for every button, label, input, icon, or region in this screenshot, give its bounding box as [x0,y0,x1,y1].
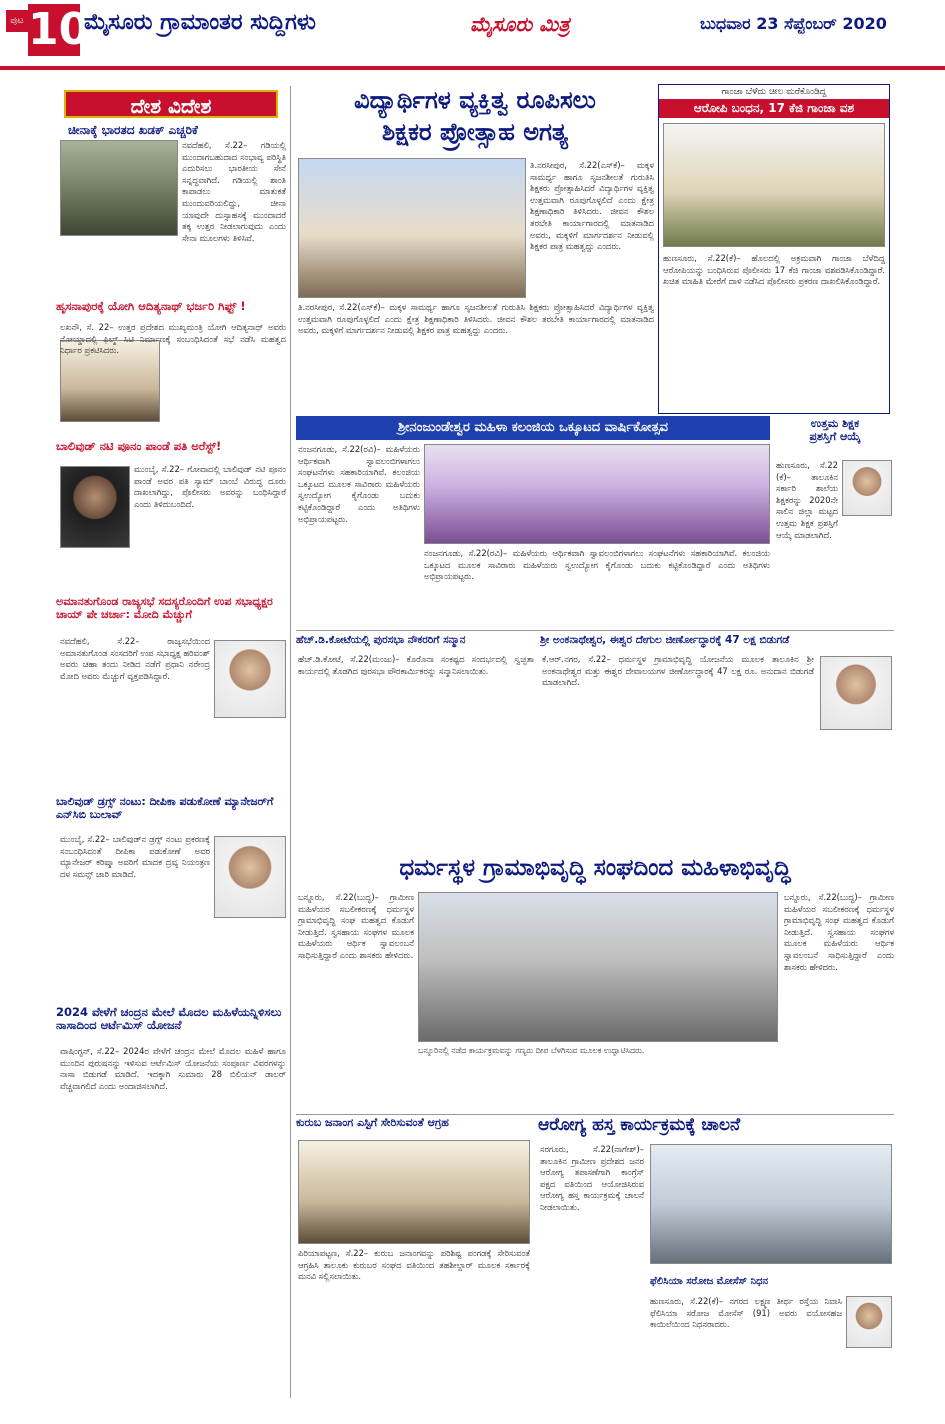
actress-photo [60,466,130,548]
page-number: 10 [28,4,90,55]
dharmasthala-headline: ಧರ್ಮಸ್ಥಳ ಗ್ರಾಮಾಭಿವೃದ್ಧಿ ಸಂಘದಿಂದ ಮಹಿಳಾಭಿವೃದ್ಧಿ [399,855,791,881]
story-body: ವಾಷಿಂಗ್ಟನ್, ಸೆ.22– 2024ರ ವೇಳೆಗೆ ಚಂದ್ರನ ಮೇಲೆ ಮೊದಲ ಮಹಿಳೆ ಹಾಗೂ ಮುಂದಿನ ಪುರುಷನನ್ನು ಇಳಿಸುವ ಆರ್ಟೆಮಿಸ್ ಯೋಜನೆಯ ಸಂಪೂರ್ಣ ವಿವರಗಳನ್ನು ನಾಸಾ ಬಿಡುಗಡೆ ಮಾಡಿದೆ. ಇದಕ್ಕಾಗಿ ಸುಮಾರು 28 ಬಿಲಿಯನ್ ಡಾಲರ್ ವೆಚ್ಚವಾಗಲಿದೆ ಎಂದು ಅಂದಾಜಿಸಲಾಗಿದೆ. [60,1046,286,1091]
health-photo [650,1144,892,1264]
masthead [0,0,945,80]
dharmasthala-photo [418,892,778,1042]
kuruba-headline: ಕುರುಬ ಜನಾಂಗ ಎಸ್ಟಿಗೆ ಸೇರಿಸುವಂತೆ ಆಗ್ರಹ [296,1116,449,1129]
obituary-head [650,1276,894,1294]
section-rule [296,1114,894,1115]
health-head [538,1116,894,1142]
story-headline: 2024 ವೇಳೆಗೆ ಚಂದ್ರನ ಮೇಲೆ ಮೊದಲ ಮಹಿಳೆಯನ್ನಿಳಿಸಲು ನಾಸಾದಿಂದ ಆರ್ಟೆಮಿಸ್ ಯೋಜನೆ [56,1006,282,1033]
lead-body: ತಿ.ನರಸೀಪುರ, ಸೆ.22(ಎಸ್‌ಕೆ)– ಮಕ್ಕಳ ಸಾಮರ್ಥ್ಯ ಹಾಗೂ ಸೃಜನಶೀಲತೆ ಗುರುತಿಸಿ ಶಿಕ್ಷಕರು ಪ್ರೋತ್ಸಾಹಿಸಿದರೆ ವಿದ್ಯಾರ್ಥಿಗಳ ವ್ಯಕ್ತಿತ್ವ ಉತ್ತಮವಾಗಿ ರೂಪುಗೊಳ್ಳಲಿದೆ ಎಂದು ಕ್ಷೇತ್ರ ಶಿಕ್ಷಣಾಧಿಕಾರಿ ತಿಳಿಸಿದರು. ಜೀವನ ಕೌಶಲ ತರಬೇತಿ ಕಾರ್ಯಾಗಾರದಲ್ಲಿ ಮಾತನಾಡಿದ ಅವರು, ಮಕ್ಕಳಿಗೆ ಮಾರ್ಗದರ್ಶನ ನೀಡುವಲ್ಲಿ ಶಿಕ್ಷಕರ ಪಾತ್ರ ಮಹತ್ವದ್ದು ಎಂದರು. [298,302,654,336]
temple-head [540,634,894,652]
story-headline: ಅಮಾನತುಗೊಂಡ ರಾಜ್ಯಸಭೆ ಸದಸ್ಯರೊಂದಿಗೆ ಉಪ ಸಭಾಧ್ಯಕ್ಷರ ಚಾಯ್ ಪೇ ಚರ್ಚಾ: ಮೋದಿ ಮೆಚ್ಚುಗೆ [56,596,273,621]
masthead-rule [0,66,945,70]
story-yogi-head [56,300,288,322]
obituary-body: ಹುಣಸೂರು, ಸೆ.22(ಕೆ)– ನಗರದ ಲಕ್ಷ್ಮಣ ತೀರ್ಥ ರಸ್ತೆಯ ನಿವಾಸಿ ಫೆಲಿಸಿಯಾ ಸರೋಜ ಮೋಸೆಸ್ (91) ಅವರು ವಯೋಸಹಜ ಕಾಯಿಲೆಯಿಂದ ನಿಧನರಾದರು. [650,1296,842,1330]
story-body: ನವದೆಹಲಿ, ಸೆ.22– ಗಡಿಯಲ್ಲಿ ಮುಂದಾಗಬಹುದಾದ ಸಂಭಾವ್ಯ ಪರಿಸ್ಥಿತಿ ಎದುರಿಸಲು ಭಾರತೀಯ ಸೇನೆ ಸನ್ನದ್ಧವಾಗಿದೆ. ಗಡಿಯಲ್ಲಿ ಶಾಂತಿ ಕಾಪಾಡಲು ಮಾತುಕತೆ ಮುಂದುವರಿಯಲಿದ್ದು, ಚೀನಾ ಯಾವುದೇ ದುಸ್ಸಾಹಸಕ್ಕೆ ಮುಂದಾದರೆ ತಕ್ಕ ಉತ್ತರ ನೀಡಲಾಗುವುದು ಎಂದು ಸೇನಾ ಮೂಲಗಳು ತಿಳಿಸಿವೆ. [182,140,286,243]
hdkote-body: ಹೆಚ್.ಡಿ.ಕೋಟೆ, ಸೆ.22(ಮಂಜು)– ಕೊರೊನಾ ಸಂಕಷ್ಟದ ಸಂದರ್ಭದಲ್ಲಿ ಸ್ವಚ್ಛತಾ ಕಾರ್ಯದಲ್ಲಿ ತೊಡಗಿದ ಪುರಸಭಾ ಪೌರಕಾರ್ಮಿಕರನ್ನು ಸನ್ಮಾನಿಸಲಾಯಿತು. [298,654,534,676]
lead-photo [298,158,526,298]
story-headline: ಬಾಲಿವುಡ್ ನಟಿ ಪೂನಂ ಪಾಂಡೆ ಪತಿ ಅರೆಸ್ಟ್! [56,440,222,453]
anniversary-body: ನಂಜನಗೂಡು, ಸೆ.22(ರವಿ)– ಮಹಿಳೆಯರು ಆರ್ಥಿಕವಾಗಿ ಸ್ವಾವಲಂಬಿಗಳಾಗಲು ಸಂಘಟನೆಗಳು ಸಹಕಾರಿಯಾಗಿವೆ. ಕಲಂಜಿಯ ಒಕ್ಕೂಟದ ಮೂಲಕ ಸಾವಿರಾರು ಮಹಿಳೆಯರು ಸ್ವಉದ್ಯೋಗ ಕೈಗೊಂಡು ಬದುಕು ಕಟ್ಟಿಕೊಂಡಿದ್ದಾರೆ ಎಂದು ಅತಿಥಿಗಳು ಅಭಿಪ್ರಾಯಪಟ್ಟರು. [298,444,420,524]
ganja-headline: ಆರೋಪಿ ಬಂಧನ, 17 ಕೆಜಿ ಗಾಂಜಾ ವಶ [659,99,889,118]
lead-headline [296,84,654,154]
dharmasthala-body-cont: ಬನ್ನೂರು, ಸೆ.22(ಬುದ್ಧ)– ಗ್ರಾಮೀಣ ಮಹಿಳೆಯರ ಸಬಲೀಕರಣಕ್ಕೆ ಧರ್ಮಸ್ಥಳ ಗ್ರಾಮಾಭಿವೃದ್ಧಿ ಸಂಘ ಮಹತ್ವದ ಕೊಡುಗೆ ನೀಡುತ್ತಿದೆ. ಸ್ವಸಹಾಯ ಸಂಘಗಳ ಮೂಲಕ ಮಹಿಳೆಯರು ಆರ್ಥಿಕ ಸ್ವಾವಲಂಬನೆ ಸಾಧಿಸುತ್ತಿದ್ದಾರೆ ಎಂದು ಶಾಸಕರು ಹೇಳಿದರು. [784,892,894,972]
story-headline: ಹೃಸನಾಪುರಕ್ಕೆ ಯೋಗಿ ಆದಿತ್ಯನಾಥ್ ಭರ್ಜರಿ ಗಿಫ್ಟ್ ! [56,300,246,313]
section-title: ಮೈಸೂರು ಗ್ರಾಮಾಂತರ ಸುದ್ದಿಗಳು [84,10,316,35]
lead-headline-line1: ವಿದ್ಯಾರ್ಥಿಗಳ ವ್ಯಕ್ತಿತ್ವ ರೂಪಿಸಲು [354,86,596,114]
story-modi-head [56,596,288,632]
award-headline [776,418,894,458]
ganja-box [658,84,890,414]
modi-photo [214,640,286,718]
section-rule [296,630,894,631]
hdkote-head [296,634,536,652]
kuruba-photo [298,1140,530,1244]
story-body: ಲಖನೌ, ಸೆ. 22– ಉತ್ತರ ಪ್ರದೇಶದ ಮುಖ್ಯಮಂತ್ರಿ ಯೋಗಿ ಆದಿತ್ಯನಾಥ್ ಅವರು ನೋಯ್ಡಾದಲ್ಲಿ ಫಿಲ್ಮ್ ಸಿಟಿ ನಿರ್ಮಾಣಕ್ಕೆ ಸಂಬಂಧಿಸಿದಂತೆ ಸಭೆ ನಡೆಸಿ ಮಹತ್ವದ ನಿರ್ಧಾರ ಪ್ರಕಟಿಸಿದರು. [60,322,286,356]
obituary-photo [846,1296,892,1348]
desha-videsha-label: ದೇಶ ವಿದೇಶ [64,90,278,118]
story-body: ಮುಂಬೈ, ಸೆ.22– ಗೋವಾದಲ್ಲಿ ಬಾಲಿವುಡ್ ನಟಿ ಪೂನಂ ಪಾಂಡೆ ಅವರ ಪತಿ ಸ್ಯಾಮ್ ಬಾಂಬೆ ವಿರುದ್ಧ ದೂರು ದಾಖಲಾಗಿದ್ದು, ಪೊಲೀಸರು ಅವರನ್ನು ಬಂಧಿಸಿದ್ದಾರೆ ಎಂದು ತಿಳಿದುಬಂದಿದೆ. [134,464,286,509]
kuruba-body: ಪಿರಿಯಾಪಟ್ಟಣ, ಸೆ.22– ಕುರುಬ ಜನಾಂಗವನ್ನು ಪರಿಶಿಷ್ಟ ಪಂಗಡಕ್ಕೆ ಸೇರಿಸುವಂತೆ ಆಗ್ರಹಿಸಿ ತಾಲೂಕು ಕುರುಬರ ಸಂಘದ ವತಿಯಿಂದ ತಹಶೀಲ್ದಾರ್ ಮೂಲಕ ಸರ್ಕಾರಕ್ಕೆ ಮನವಿ ಸಲ್ಲಿಸಲಾಯಿತು. [298,1248,530,1282]
hdkote-headline: ಹೆಚ್.ಡಿ.ಕೋಟೆಯಲ್ಲಿ ಪುರಸಭಾ ನೌಕರರಿಗೆ ಸನ್ಮಾನ [296,634,466,646]
award-headline-line2: ಪ್ರಶಸ್ತಿಗೆ ಆಯ್ಕೆ [809,429,861,443]
dharmasthala-head [296,848,894,888]
anniversary-headline: ಶ್ರೀನಂಜುಂಡೇಶ್ವರ ಮಹಿಳಾ ಕಲಂಜಿಯ ಒಕ್ಕೂಟದ ವಾರ್ಷಿಕೋತ್ಸವ [296,416,770,440]
ganja-kicker: ಗಾಂಜಾ ಬೆಳೆದು ಚೀಲ ಮರೆಕೊಂಡಿದ್ದ [721,87,827,97]
story-poonam-head [56,440,288,462]
temple-headline: ಶ್ರೀ ಅಂಕನಾಥೇಶ್ವರ, ಈಶ್ವರ ದೇಗುಲ ಜೀರ್ಣೋದ್ಧಾರಕ್ಕೆ 47 ಲಕ್ಷ ಬಿಡುಗಡೆ [540,634,790,646]
deepika-photo [214,836,286,918]
story-headline: ಬಾಲಿವುಡ್ ಡ್ರಗ್ಸ್ ನಂಟು: ದೀಪಿಕಾ ಪಡುಕೋಣೆ ಮ್ಯಾನೇಜರ್‌ಗೆ ಎನ್‌ಸಿಬಿ ಬುಲಾವ್ [56,796,274,821]
temple-body: ಕೆ.ಆರ್.ನಗರ, ಸೆ.22– ಧರ್ಮಸ್ಥಳ ಗ್ರಾಮಾಭಿವೃದ್ಧಿ ಯೋಜನೆಯ ಮೂಲಕ ತಾಲೂಕಿನ ಶ್ರೀ ಅಂಕನಾಥೇಶ್ವರ ಮತ್ತು ಈಶ್ವರ ದೇವಾಲಯಗಳ ಜೀರ್ಣೋದ್ಧಾರಕ್ಕೆ 47 ಲಕ್ಷ ರೂ. ಅನುದಾನ ಬಿಡುಗಡೆ ಮಾಡಲಾಗಿದೆ. [542,654,814,688]
story-nasa-head [56,1006,288,1042]
temple-person-photo [820,656,892,730]
health-body: ಸರಗೂರು, ಸೆ.22(ನಾಗೇಶ್)– ತಾಲೂಕಿನ ಗ್ರಾಮೀಣ ಪ್ರದೇಶದ ಜನರ ಆರೋಗ್ಯ ತಪಾಸಣೆಗಾಗಿ ಕಾಂಗ್ರೆಸ್ ಪಕ್ಷದ ವತಿಯಿಂದ ಆಯೋಜಿಸಿರುವ ಆರೋಗ್ಯ ಹಸ್ತ ಕಾರ್ಯಕ್ರಮಕ್ಕೆ ಚಾಲನೆ ನೀಡಲಾಯಿತು. [540,1144,644,1212]
page-label: ಪುಟ [6,10,28,32]
kuruba-head [296,1116,532,1136]
lead-headline-line2: ಶಿಕ್ಷಕರ ಪ್ರೋತ್ಸಾಹ ಅಗತ್ಯ [381,118,569,146]
story-headline: ಚೀನಾಕ್ಕೆ ಭಾರತದ ಖಡಕ್ ಎಚ್ಚರಿಕೆ [68,123,198,137]
column-rule [290,86,291,1398]
story-body: ನವದೆಹಲಿ, ಸೆ.22– ರಾಜ್ಯಸಭೆಯಿಂದ ಅಮಾನತುಗೊಂಡ ಸಂಸದರಿಗೆ ಉಪ ಸಭಾಧ್ಯಕ್ಷ ಹರಿವಂಶ್ ಅವರು ಚಹಾ ತಂದು ನೀಡಿದ ನಡೆಗೆ ಪ್ರಧಾನಿ ನರೇಂದ್ರ ಮೋದಿ ಅವರು ಮೆಚ್ಚುಗೆ ವ್ಯಕ್ತಪಡಿಸಿದ್ದಾರೆ. [60,636,210,681]
award-body: ಹುಣಸೂರು, ಸೆ.22 (ಕೆ)– ತಾಲೂಕಿನ ಸರ್ಕಾರಿ ಶಾಲೆಯ ಶಿಕ್ಷಕರನ್ನು 2020ನೇ ಸಾಲಿನ ಜಿಲ್ಲಾ ಮಟ್ಟದ ಉತ್ತಮ ಶಿಕ್ಷಕ ಪ್ರಶಸ್ತಿಗೆ ಆಯ್ಕೆ ಮಾಡಲಾಗಿದೆ. [776,460,838,540]
anniversary-body-cont: ನಂಜನಗೂಡು, ಸೆ.22(ರವಿ)– ಮಹಿಳೆಯರು ಆರ್ಥಿಕವಾಗಿ ಸ್ವಾವಲಂಬಿಗಳಾಗಲು ಸಂಘಟನೆಗಳು ಸಹಕಾರಿಯಾಗಿವೆ. ಕಲಂಜಿಯ ಒಕ್ಕೂಟದ ಮೂಲಕ ಸಾವಿರಾರು ಮಹಿಳೆಯರು ಸ್ವಉದ್ಯೋಗ ಕೈಗೊಂಡು ಬದುಕು ಕಟ್ಟಿಕೊಂಡಿದ್ದಾರೆ ಎಂದು ಅತಿಥಿಗಳು ಅಭಿಪ್ರಾಯಪಟ್ಟರು. [424,548,770,582]
lead-body-cont: ತಿ.ನರಸೀಪುರ, ಸೆ.22(ಎಸ್‌ಕೆ)– ಮಕ್ಕಳ ಸಾಮರ್ಥ್ಯ ಹಾಗೂ ಸೃಜನಶೀಲತೆ ಗುರುತಿಸಿ ಶಿಕ್ಷಕರು ಪ್ರೋತ್ಸಾಹಿಸಿದರೆ ವಿದ್ಯಾರ್ಥಿಗಳ ವ್ಯಕ್ತಿತ್ವ ಉತ್ತಮವಾಗಿ ರೂಪುಗೊಳ್ಳಲಿದೆ ಎಂದು ಕ್ಷೇತ್ರ ಶಿಕ್ಷಣಾಧಿಕಾರಿ ತಿಳಿಸಿದರು. ಜೀವನ ಕೌಶಲ ತರಬೇತಿ ಕಾರ್ಯಾಗಾರದಲ್ಲಿ ಮಾತನಾಡಿದ ಅವರು, ಮಕ್ಕಳಿಗೆ ಮಾರ್ಗದರ್ಶನ ನೀಡುವಲ್ಲಿ ಶಿಕ್ಷಕರ ಪಾತ್ರ ಮಹತ್ವದ್ದು ಎಂದರು. [530,160,654,252]
dharmasthala-caption: ಬನ್ನೂರಿನಲ್ಲಿ ನಡೆದ ಕಾರ್ಯಕ್ರಮವನ್ನು ಗಣ್ಯರು ದೀಪ ಬೆಳಗಿಸುವ ಮೂಲಕ ಉದ್ಘಾಟಿಸಿದರು. [418,1046,645,1055]
story-deepika-head [56,796,288,832]
teacher-photo [842,460,892,516]
obituary-headline: ಫೆಲಿಸಿಯಾ ಸರೋಜ ಮೋಸೆಸ್ ನಿಧನ [650,1276,769,1287]
dharmasthala-body: ಬನ್ನೂರು, ಸೆ.22(ಬುದ್ಧ)– ಗ್ರಾಮೀಣ ಮಹಿಳೆಯರ ಸಬಲೀಕರಣಕ್ಕೆ ಧರ್ಮಸ್ಥಳ ಗ್ರಾಮಾಭಿವೃದ್ಧಿ ಸಂಘ ಮಹತ್ವದ ಕೊಡುಗೆ ನೀಡುತ್ತಿದೆ. ಸ್ವಸಹಾಯ ಸಂಘಗಳ ಮೂಲಕ ಮಹಿಳೆಯರು ಆರ್ಥಿಕ ಸ್ವಾವಲಂಬನೆ ಸಾಧಿಸುತ್ತಿದ್ದಾರೆ ಎಂದು ಶಾಸಕರು ಹೇಳಿದರು. [298,892,414,960]
story-body: ಮುಂಬೈ, ಸೆ.22– ಬಾಲಿವುಡ್‌ನ ಡ್ರಗ್ಸ್ ನಂಟು ಪ್ರಕರಣಕ್ಕೆ ಸಂಬಂಧಿಸಿದಂತೆ ದೀಪಿಕಾ ಪಡುಕೋಣೆ ಅವರ ಮ್ಯಾನೇಜರ್ ಕರಿಷ್ಮಾ ಅವರಿಗೆ ಮಾದಕ ದ್ರವ್ಯ ನಿಯಂತ್ರಣ ದಳ ಸಮನ್ಸ್ ಜಾರಿ ಮಾಡಿದೆ. [60,834,210,879]
health-headline: ಆರೋಗ್ಯ ಹಸ್ತ ಕಾರ್ಯಕ್ರಮಕ್ಕೆ ಚಾಲನೆ [538,1116,741,1135]
issue-date: ಬುಧವಾರ 23 ಸೆಪ್ಟೆಂಬರ್ 2020 [700,14,887,33]
ganja-body: ಹುಣಸೂರು, ಸೆ.22(ಕೆ)– ಹೊಲದಲ್ಲಿ ಅಕ್ರಮವಾಗಿ ಗಾಂಜಾ ಬೆಳೆದಿದ್ದ ಆರೋಪಿಯನ್ನು ಬಂಧಿಸಿರುವ ಪೊಲೀಸರು 17 ಕೆಜಿ ಗಾಂಜಾ ವಶಪಡಿಸಿಕೊಂಡಿದ್ದಾರೆ. ಖಚಿತ ಮಾಹಿತಿ ಮೇರೆಗೆ ದಾಳಿ ನಡೆಸಿದ ಪೊಲೀಸರು ಪ್ರಕರಣ ದಾಖಲಿಸಿಕೊಂಡಿದ್ದಾರೆ. [663,253,885,287]
police-photo [663,123,885,247]
award-headline-line1: ಉತ್ತಮ ಶಿಕ್ಷಕ [810,418,860,430]
paper-logo: ಮೈಸೂರು ಮಿತ್ರ [470,12,570,36]
anniversary-photo [424,444,770,544]
